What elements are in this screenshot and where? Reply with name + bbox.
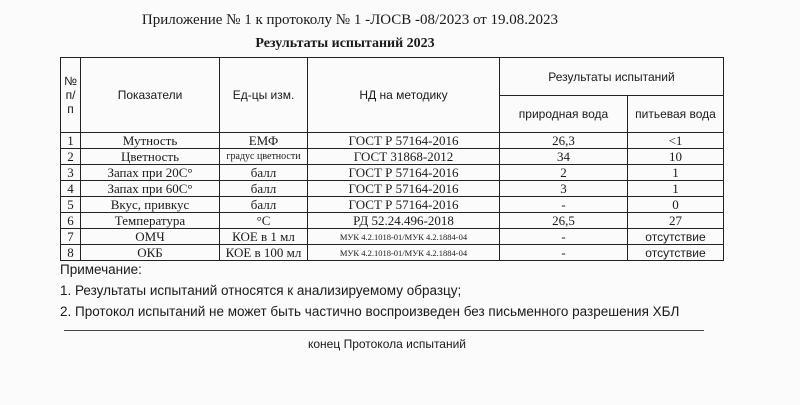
table-row [61, 149, 724, 165]
row-number: 5 [61, 197, 81, 213]
appendix-title [0, 12, 700, 29]
note-2: 2. Протокол испытаний не может быть частично воспроизведен без письменного разрешения ХБЛ [60, 304, 680, 319]
row-drinking-value: 1 [628, 165, 724, 181]
header-num: № п/п [61, 58, 81, 133]
row-indicator: ОКБ [81, 245, 220, 261]
results-title: Результаты испытаний 2023 [255, 36, 435, 51]
header-drinking-water: питьевая вода [628, 96, 724, 133]
row-method: ГОСТ Р 57164-2016 [308, 197, 500, 213]
header-natural-water: природная вода [500, 96, 628, 133]
row-unit: балл [220, 181, 308, 197]
table-row [61, 245, 724, 261]
row-natural-value: - [500, 229, 628, 245]
row-unit: КОЕ в 1 мл [220, 229, 308, 245]
row-method: ГОСТ Р 57164-2016 [308, 133, 500, 149]
row-number: 7 [61, 229, 81, 245]
table-row [61, 165, 724, 181]
row-number: 6 [61, 213, 81, 229]
row-drinking-value: отсутствие [628, 245, 724, 261]
row-natural-value: 26,5 [500, 213, 628, 229]
row-number: 2 [61, 149, 81, 165]
table-row [61, 213, 724, 229]
row-number: 3 [61, 165, 81, 181]
header-indicator: Показатели [81, 58, 220, 133]
row-method: МУК 4.2.1018-01/МУК 4.2.1884-04 [308, 245, 500, 261]
row-indicator: Цветность [81, 149, 220, 165]
row-method: РД 52.24.496-2018 [308, 213, 500, 229]
results-table [60, 57, 724, 261]
row-unit: °С [220, 213, 308, 229]
row-indicator: Температура [81, 213, 220, 229]
note-1: 1. Результаты испытаний относятся к анализируемому образцу; [60, 283, 462, 298]
row-natural-value: 3 [500, 181, 628, 197]
row-drinking-value: 0 [628, 197, 724, 213]
table-row [61, 181, 724, 197]
row-indicator: Запах при 60С° [81, 181, 220, 197]
row-unit: ЕМФ [220, 133, 308, 149]
row-method: МУК 4.2.1018-01/МУК 4.2.1884-04 [308, 229, 500, 245]
row-drinking-value: <1 [628, 133, 724, 149]
table-row [61, 133, 724, 149]
row-natural-value: 34 [500, 149, 628, 165]
row-unit: балл [220, 165, 308, 181]
row-natural-value: - [500, 245, 628, 261]
header-method: НД на методику [308, 58, 500, 133]
row-unit: градус цветности [220, 149, 308, 165]
row-indicator: Вкус, привкус [81, 197, 220, 213]
row-number: 1 [61, 133, 81, 149]
row-number: 8 [61, 245, 81, 261]
row-natural-value: 2 [500, 165, 628, 181]
row-drinking-value: 27 [628, 213, 724, 229]
row-method: ГОСТ Р 57164-2016 [308, 165, 500, 181]
table-row [61, 197, 724, 213]
row-unit: КОЕ в 100 мл [220, 245, 308, 261]
row-method: ГОСТ 31868-2012 [308, 149, 500, 165]
header-units: Ед-цы изм. [220, 58, 308, 133]
notes-heading: Примечание: [60, 262, 142, 277]
end-of-protocol-text: конец Протокола испытаний [308, 337, 467, 351]
row-drinking-value: 1 [628, 181, 724, 197]
row-natural-value: - [500, 197, 628, 213]
row-natural-value: 26,3 [500, 133, 628, 149]
row-unit: балл [220, 197, 308, 213]
table-row [61, 229, 724, 245]
header-results: Результаты испытаний [500, 58, 724, 96]
notes-section [60, 262, 679, 325]
row-drinking-value: 10 [628, 149, 724, 165]
row-drinking-value: отсутствие [628, 229, 724, 245]
row-indicator: Запах при 20С° [81, 165, 220, 181]
signature-rule [64, 330, 704, 331]
row-method: ГОСТ Р 57164-2016 [308, 181, 500, 197]
row-indicator: ОМЧ [81, 229, 220, 245]
row-number: 4 [61, 181, 81, 197]
appendix-title-text: Приложение № 1 к протоколу № 1 -ЛОСВ -08/2023 от 19.08.2023 [141, 12, 559, 28]
row-indicator: Мутность [81, 133, 220, 149]
